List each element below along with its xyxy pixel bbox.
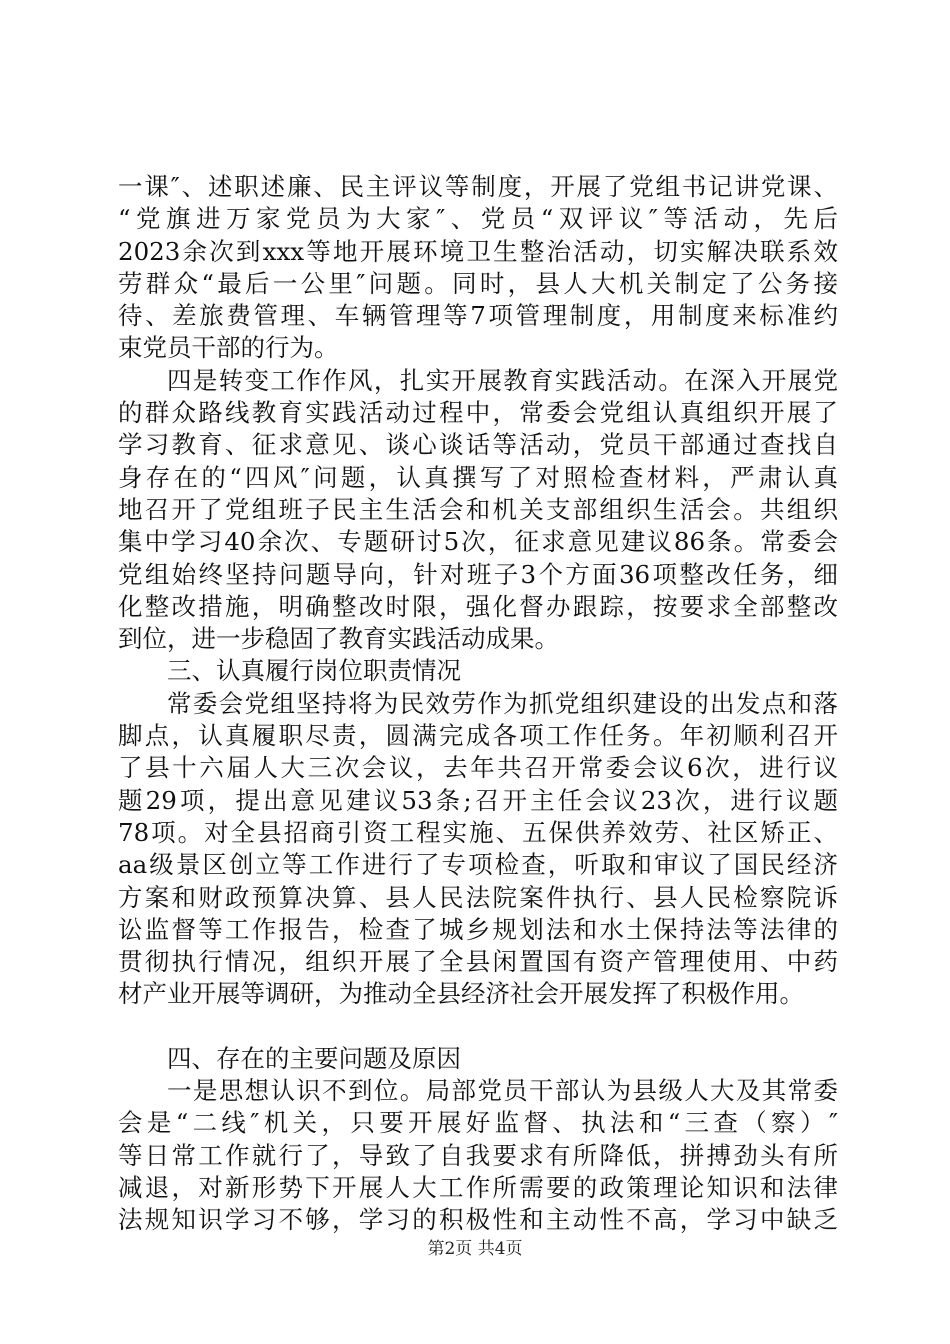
page-number: 第2页 共4页 <box>427 1239 523 1259</box>
text-line: 会是“二线″机关，只要开展好监督、执法和“三查（察）″ <box>118 1108 838 1138</box>
text-line: 2023余次到xxx等地开展环境卫生整治活动，切实解决联系效 <box>118 236 838 266</box>
text-line: 化整改措施，明确整改时限，强化督办跟踪，按要求全部整改 <box>118 591 838 621</box>
section-heading: 四、存在的主要问题及原因 <box>167 1043 461 1073</box>
text-line: 待、差旅费管理、车辆管理等7项管理制度，用制度来标准约 <box>118 301 838 331</box>
text-line: 的群众路线教育实践活动过程中，常委会党组认真组织开展了 <box>118 398 838 428</box>
text-line: 讼监督等工作报告，检查了城乡规划法和水土保持法等法律的 <box>118 914 838 944</box>
text-line: 法规知识学习不够，学习的积极性和主动性不高，学习中缺乏 <box>118 1205 838 1235</box>
text-line: 劳群众“最后一公里″问题。同时，县人大机关制定了公务接 <box>118 268 838 298</box>
paragraph-start: 一是思想认识不到位。局部党员干部认为县级人大及其常委 <box>167 1076 838 1106</box>
text-line: 等日常工作就行了，导致了自我要求有所降低，拼搏劲头有所 <box>118 1140 838 1170</box>
paragraph-start: 常委会党组坚持将为民效劳作为抓党组织建设的出发点和落 <box>167 688 838 718</box>
text-line: 了县十六届人大三次会议，去年共召开常委会议6次，进行议 <box>118 753 838 783</box>
paragraph-start: 四是转变工作作风，扎实开展教育实践活动。在深入开展党 <box>167 365 838 395</box>
text-line: 到位，进一步稳固了教育实践活动成果。 <box>118 624 559 654</box>
section-heading: 三、认真履行岗位职责情况 <box>167 656 461 686</box>
text-line: 一课″、述职述廉、民主评议等制度，开展了党组书记讲党课、 <box>118 172 838 201</box>
text-line: 78项。对全县招商引资工程实施、五保供养效劳、社区矫正、 <box>118 817 838 847</box>
text-line: 学习教育、征求意见、谈心谈话等活动，党员干部通过查找自 <box>118 430 838 460</box>
text-line: “党旗进万家党员为大家″、党员“双评议″等活动，先后 <box>118 204 838 234</box>
text-line: 材产业开展等调研，为推动全县经济社会开展发挥了积极作用。 <box>118 979 804 1009</box>
text-line: 集中学习40余次、专题研讨5次，征求意见建议86条。常委会 <box>118 527 838 557</box>
text-line: 束党员干部的行为。 <box>118 333 339 363</box>
text-line: 身存在的“四风″问题，认真撰写了对照检查材料，严肃认真 <box>118 462 838 492</box>
text-line: 脚点，认真履职尽责，圆满完成各项工作任务。年初顺利召开 <box>118 721 838 751</box>
text-line: aa级景区创立等工作进行了专项检查，听取和审议了国民经济 <box>118 850 838 880</box>
text-line: 贯彻执行情况，组织开展了全县闲置国有资产管理使用、中药 <box>118 947 838 977</box>
document-body <box>118 171 838 1237</box>
text-line: 方案和财政预算决算、县人民法院案件执行、县人民检察院诉 <box>118 882 838 912</box>
text-line: 题29项，提出意见建议53条;召开主任会议23次，进行议题 <box>118 785 838 815</box>
blank-line <box>118 1011 838 1043</box>
text-line: 减退，对新形势下开展人大工作所需要的政策理论知识和法律 <box>118 1172 838 1202</box>
text-line: 党组始终坚持问题导向，针对班子3个方面36项整改任务，细 <box>118 559 838 589</box>
text-line: 地召开了党组班子民主生活会和机关支部组织生活会。共组织 <box>118 494 838 524</box>
